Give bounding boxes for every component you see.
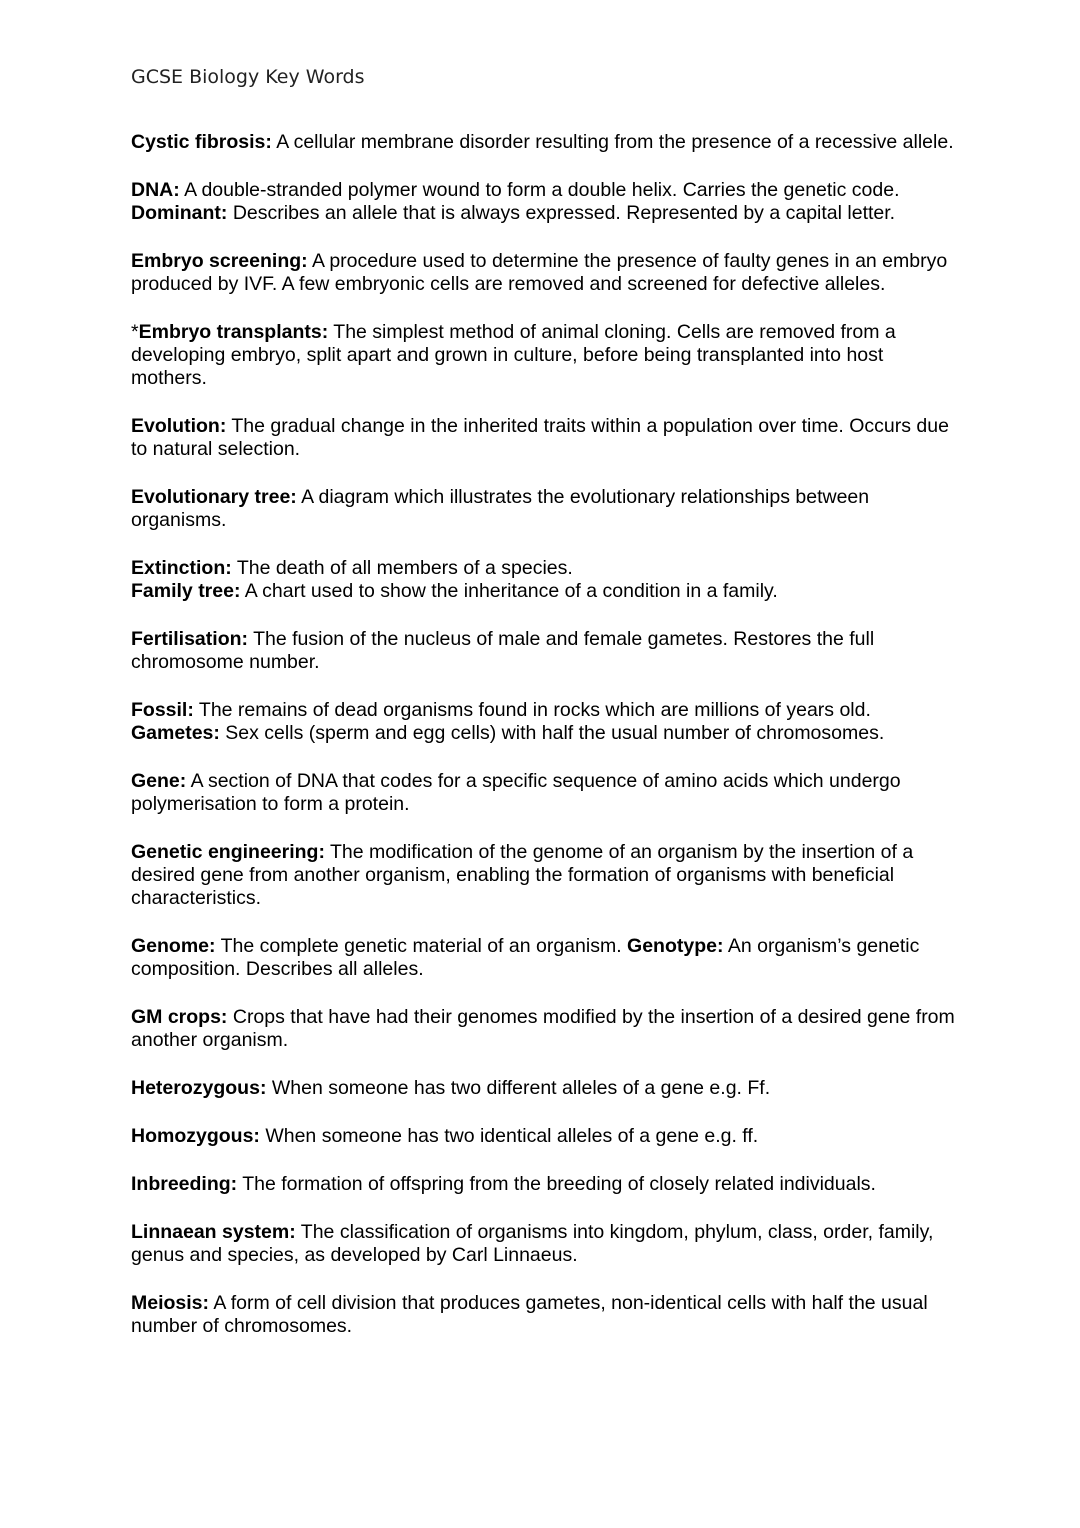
- entry-definition: The modification of the genome of an organism by the insertion of a desired gene from another organism, enabling the formation of organisms with beneficial characteristics.: [131, 841, 914, 909]
- glossary-paragraph: [131, 179, 961, 225]
- entry-definition: A double-stranded polymer wound to form a double helix. Carries the genetic code.: [179, 179, 900, 201]
- glossary-entry: [131, 841, 961, 910]
- glossary-entry: [131, 1221, 961, 1267]
- entry-term: Embryo screening:: [131, 250, 308, 272]
- entry-definition: When someone has two different alleles of a gene e.g. Ff.: [266, 1077, 771, 1099]
- entry-term: Inbreeding:: [131, 1173, 238, 1195]
- glossary-paragraph: [131, 699, 961, 745]
- entry-definition: An organism’s genetic composition. Describes all alleles.: [131, 935, 920, 980]
- entry-definition: The fusion of the nucleus of male and female gametes. Restores the full chromosome number.: [131, 628, 875, 673]
- entry-definition: A cellular membrane disorder resulting from the presence of a recessive allele.: [271, 131, 954, 153]
- glossary-entry: [131, 722, 961, 745]
- glossary-content: [131, 131, 961, 1363]
- glossary-entry: [131, 699, 961, 722]
- entry-definition: The classification of organisms into kingdom, phylum, class, order, family, genus and species, as developed by Carl Linnaeus.: [131, 1221, 934, 1266]
- entry-term: Gametes:: [131, 722, 220, 744]
- glossary-paragraph: [131, 770, 961, 816]
- entry-term: Evolutionary tree:: [131, 486, 297, 508]
- entry-definition: When someone has two identical alleles of a gene e.g. ff.: [259, 1125, 759, 1147]
- glossary-paragraph: [131, 628, 961, 674]
- glossary-paragraph: [131, 131, 961, 154]
- glossary-paragraph: [131, 557, 961, 603]
- glossary-paragraph: [131, 1006, 961, 1052]
- glossary-entry: [131, 486, 961, 532]
- entry-definition: The formation of offspring from the breeding of closely related individuals.: [237, 1173, 876, 1195]
- entry-definition: A form of cell division that produces gametes, non-identical cells with half the usual number of chromosomes.: [131, 1292, 928, 1337]
- entry-definition: The complete genetic material of an organism.: [215, 935, 628, 957]
- glossary-entry: [131, 628, 961, 674]
- glossary-entry: [131, 1077, 961, 1100]
- entry-term: Linnaean system:: [131, 1221, 296, 1243]
- glossary-paragraph: [131, 1077, 961, 1100]
- entry-definition: Describes an allele that is always expressed. Represented by a capital letter.: [227, 202, 896, 224]
- glossary-entry: [131, 1292, 961, 1338]
- glossary-entry: [131, 557, 961, 580]
- entry-term: Evolution:: [131, 415, 227, 437]
- entry-definition: Crops that have had their genomes modified by the insertion of a desired gene from another organism.: [131, 1006, 955, 1051]
- entry-term: Family tree:: [131, 580, 241, 602]
- glossary-paragraph: [131, 415, 961, 461]
- entry-term: DNA:: [131, 179, 180, 201]
- glossary-entry: [131, 1125, 961, 1148]
- entry-prefix: *: [131, 321, 139, 343]
- glossary-entry: [131, 131, 961, 154]
- entry-definition: A procedure used to determine the presence of faulty genes in an embryo produced by IVF. A few embryonic cells are removed and screened for defective alleles.: [131, 250, 948, 295]
- entry-definition: A chart used to show the inheritance of a condition in a family.: [240, 580, 778, 602]
- entry-definition: The death of all members of a species.: [231, 557, 573, 579]
- entry-term: Genetic engineering:: [131, 841, 325, 863]
- entry-definition: Sex cells (sperm and egg cells) with half the usual number of chromosomes.: [219, 722, 885, 744]
- entry-term: Embryo transplants:: [138, 321, 329, 343]
- entry-term: Genotype:: [627, 935, 724, 957]
- glossary-paragraph: [131, 1173, 961, 1196]
- glossary-paragraph: [131, 935, 961, 981]
- entry-definition: The remains of dead organisms found in rocks which are millions of years old.: [193, 699, 871, 721]
- entry-term: Homozygous:: [131, 1125, 260, 1147]
- glossary-entry: [131, 1006, 961, 1052]
- glossary-paragraph: [131, 1221, 961, 1267]
- glossary-paragraph: [131, 841, 961, 910]
- entry-term: Gene:: [131, 770, 187, 792]
- entry-term: Cystic fibrosis:: [131, 131, 272, 153]
- entry-term: Fertilisation:: [131, 628, 249, 650]
- page-header-title: GCSE Biology Key Words: [131, 66, 365, 88]
- glossary-entry: [131, 179, 961, 202]
- entry-term: Dominant:: [131, 202, 228, 224]
- entry-definition: A diagram which illustrates the evolutionary relationships between organisms.: [131, 486, 870, 531]
- glossary-entry: [131, 770, 961, 816]
- entry-term: GM crops:: [131, 1006, 228, 1028]
- glossary-entry: [131, 415, 961, 461]
- glossary-entry: [131, 580, 961, 603]
- entry-definition: The gradual change in the inherited traits within a population over time. Occurs due to natural selection.: [131, 415, 949, 460]
- glossary-paragraph: [131, 250, 961, 296]
- glossary-entry: [131, 202, 961, 225]
- entry-term: Fossil:: [131, 699, 194, 721]
- glossary-entry: [131, 935, 961, 981]
- entry-term: Extinction:: [131, 557, 232, 579]
- entry-definition: The simplest method of animal cloning. Cells are removed from a developing embryo, split apart and grown in culture, before being transplanted into host mothers.: [131, 321, 896, 389]
- glossary-paragraph: [131, 321, 961, 390]
- entry-term: Meiosis:: [131, 1292, 210, 1314]
- entry-term: Heterozygous:: [131, 1077, 267, 1099]
- glossary-paragraph: [131, 1125, 961, 1148]
- glossary-paragraph: [131, 1292, 961, 1338]
- glossary-entry: [131, 1173, 961, 1196]
- glossary-paragraph: [131, 486, 961, 532]
- entry-term: Genome:: [131, 935, 216, 957]
- glossary-entry: [131, 321, 961, 390]
- glossary-entry: [131, 250, 961, 296]
- entry-definition: A section of DNA that codes for a specific sequence of amino acids which undergo polymerisation to form a protein.: [131, 770, 901, 815]
